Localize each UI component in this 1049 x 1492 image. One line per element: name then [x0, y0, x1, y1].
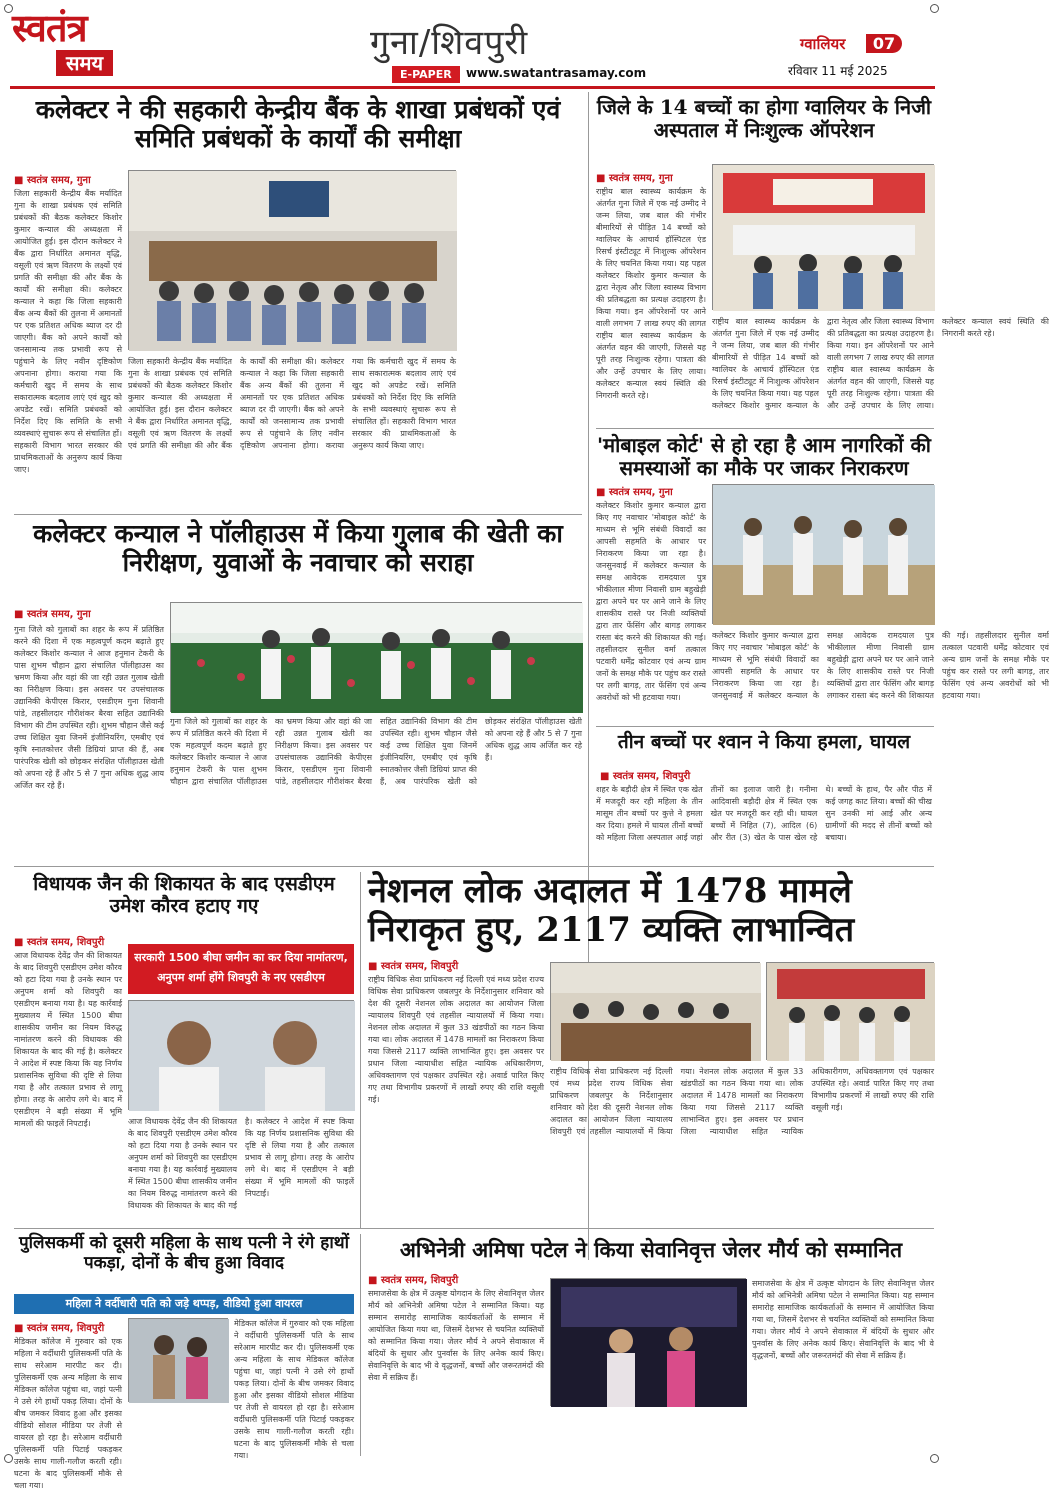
story-divider: [14, 1228, 934, 1229]
lok-adalat-photo-art: [767, 963, 935, 1061]
issue-date: रविवार 11 मई 2025: [788, 64, 888, 78]
story-body: कलेक्टर किशोर कुमार कन्याल द्वारा किए गए नवाचार 'मोबाइल कोर्ट' के माध्यम से भूमि संबंधी विवादों का आपसी सहमति के आधार पर निराकरण किया जा रहा है। जनसुनवाई में कलेक्टर कन्याल के समक्ष आवेदक रामदयाल पुत्र भीकीलाल मीणा निवासी ग्राम बहुखेड़ी द्वारा अपने घर पर आने जाने के लिए शासकीय रास्ते पर निजी व्यक्तियों द्वारा तार फेंसिंग और बागड़ लगाकर रास्ता बंद करने की शिकायत की गई। तहसीलदार सुनील वर्मा तत्काल पटवारी धर्मेंद्र कोटवार एवं अन्य ग्राम जनों के समक्ष मौके पर पहुंच कर रास्ते पर लगी बागड़, तार फेंसिंग एवं अन्य अवरोधों को भी हटवाया गया।: [596, 501, 706, 702]
registration-mark: [930, 4, 939, 13]
edition-title: गुना/शिवपुरी: [370, 23, 529, 63]
story-body: गुना जिले को गुलाबों का शहर के रूप में प्रतिष्ठित करने की दिशा में एक महत्वपूर्ण कदम बढ़ाते हुए कलेक्टर किशोर कन्याल ने आज हनुमान टेकरी के पास शुभम चौहान द्वारा संचालित पॉलीहाउस का भ्रमण किया और वहां की जा रही उन्नत गुलाब खेती का निरीक्षण किया। इस अवसर पर उपसंचालक उद्यानिकी केपीएस किरार, एसडीएम गुना शिवानी पांडे, तहसीलदार गौरीशंकर बैरवा सहित उद्यानिकी विभाग की टीम उपस्थित रही। शुभम चौहान जैसे कई उच्च शिक्षित युवा जिनमें इंजीनियरिंग, एमबीए एवं कृषि स्नातकोत्तर जैसी डिग्रियां प्राप्त की हैं, अब पारंपरिक खेती को छोड़कर संरक्षित पॉलीहाउस खेती को अपना रहे हैं और 5 से 7 गुना अधिक शुद्ध आय अर्जित कर रहे हैं।: [14, 625, 164, 790]
story-byline: ■ स्वतंत्र समय, गुना: [596, 484, 673, 498]
story-body: मेडिकल कॉलेज में गुरुवार को एक महिला ने वर्दीधारी पुलिसकर्मी पति के साथ सरेआम मारपीट कर दी। पुलिसकर्मी एक अन्य महिला के साथ मेडिकल कॉलेज पहुंचा था, जहां पत्नी ने उसे रंगे हाथों पकड़ लिया। दोनों के बीच जमकर विवाद हुआ और इसका वीडियो सोशल मीडिया पर तेजी से वायरल हो रहा है। सरेआम वर्दीधारी पुलिसकर्मी पति पिटाई पकड़कर उसके साथ गाली-गलौज करती रही। घटना के बाद पुलिसकर्मी मौके से चला गया।: [14, 1337, 122, 1490]
newspaper-logo: [12, 6, 162, 82]
page-number: 07: [866, 34, 902, 53]
story-headline[interactable]: अभिनेत्री अमिषा पटेल ने किया सेवानिवृत्त जेलर मौर्य को सम्मानित: [399, 1237, 903, 1262]
story-headline[interactable]: नेशनल लोक अदालत में 1478 मामले निराकृत हुए, 2117 व्यक्ति लाभान्वित: [368, 871, 855, 951]
story-byline: ■ स्वतंत्र समय, गुना: [596, 170, 673, 184]
story-divider: [596, 726, 934, 727]
polyhouse-photo-art: [171, 603, 583, 713]
story-body-continued: [128, 1408, 228, 1454]
award-photo-art: [551, 1279, 747, 1407]
meeting-photo-art: [129, 171, 457, 351]
story-body: राष्ट्रीय विधिक सेवा प्राधिकरण नई दिल्ली एवं मध्य प्रदेश राज्य विधिक सेवा प्राधिकरण जबलपुर के निर्देशानुसार शनिवार को देश की दूसरी नेशनल लोक अदालत का आयोजन जिला न्यायालय शिवपुरी एवं तहसील न्यायालयों में किया गया। नेशनल लोक अदालत में कुल 33 खंडपीठों का गठन किया गया था। लोक अदालत में 1478 मामलों का निराकरण किया गया जिससे 2117 व्यक्ति लाभान्वित हुए। इस अवसर पर प्रधान जिला न्यायाधीश सहित न्यायिक अधिकारीगण, अधिवक्तागण एवं पक्षकार उपस्थित रहे। अवार्ड पारित किए गए तथा विभागीय प्रकरणों में लाखों रुपए की राशि वसूली गई।: [368, 975, 544, 1104]
registration-mark: [930, 1454, 939, 1463]
city-label: ग्वालियर: [800, 35, 846, 53]
story-banner: सरकारी 1500 बीघा जमीन का कर दिया नामांतरण, अनुपम शर्मा होंगे शिवपुरी के नए एसडीएम: [128, 944, 354, 994]
column-divider: [360, 872, 361, 1228]
officials-photo-art: [129, 1001, 355, 1111]
story-byline: ■ स्वतंत्र समय, शिवपुरी: [600, 768, 690, 782]
award-photo: [550, 1278, 746, 1406]
polyhouse-photo: [170, 602, 582, 712]
story-headline[interactable]: पुलिसकर्मी को दूसरी महिला के साथ पत्नी ने रंगे हाथों पकड़ा, दोनों के बीच हुआ विवाद: [18, 1233, 349, 1273]
story-body-columns: गुना जिले को गुलाबों का शहर के रूप में प्रतिष्ठित करने की दिशा में एक महत्वपूर्ण कदम बढ़ाते हुए कलेक्टर किशोर कन्याल ने आज हनुमान टेकरी के पास शुभम चौहान द्वारा संचालित पॉलीहाउस का भ्रमण किया और वहां की जा रही उन्नत गुलाब खेती का निरीक्षण किया। इस अवसर पर उपसंचालक उद्यानिकी केपीएस किरार, एसडीएम गुना शिवानी पांडे, तहसीलदार गौरीशंकर बैरवा सहित उद्यानिकी विभाग की टीम उपस्थित रही। शुभम चौहान जैसे कई उच्च शिक्षित युवा जिनमें इंजीनियरिंग, एमबीए एवं कृषि स्नातकोत्तर जैसी डिग्रियां प्राप्त की हैं, अब पारंपरिक खेती को छोड़कर संरक्षित पॉलीहाउस खेती को अपना रहे हैं और 5 से 7 गुना अधिक शुद्ध आय अर्जित कर रहे हैं।: [170, 717, 582, 786]
lok-adalat-photo-1: [550, 962, 760, 1060]
story-body: जिला सहकारी केन्द्रीय बैंक मर्यादित गुना के शाखा प्रबंधक एवं समिति प्रबंधकों की बैठक कलेक्टर किशोर कुमार कन्याल की अध्यक्षता में आयोजित हुई। इस दौरान कलेक्टर ने बैंक द्वारा निर्धारित अमानत वृद्धि, वसूली एवं ऋण वितरण के लक्ष्यों एवं प्रगति की समीक्षा की और बैंक के कार्यों की समीक्षा की। कलेक्टर कन्याल ने कहा कि जिला सहकारी बैंक अन्य बैंकों की तुलना में अमानतों पर एक प्रतिशत अधिक ब्याज दर दी जाएगी। बैंक को अपने कार्यों को जनसामान्य तक प्रभावी रूप से पहुंचाने के लिए नवीन दृष्टिकोण अपनाना होगा। कराया गया कि कर्मचारी खुद में समय के साथ सकारात्मक बदलाव लाएं एवं खुद को अपडेट रखें। समिति प्रबंधकों को निर्देश दिए कि समिति के सभी व्यवस्थाएं सुचारू रूप से संचालित हों। सहकारी विभाग भारत सरकार की प्राथमिकताओं के अनुरूप कार्य किया जाए।: [14, 189, 123, 474]
hospital-photo-art: [713, 165, 935, 311]
story-banner: महिला ने वर्दीधारी पति को जड़े थप्पड़, वीडियो हुआ वायरल: [14, 1294, 354, 1314]
story-body: राष्ट्रीय बाल स्वास्थ्य कार्यक्रम के अंतर्गत गुना जिले में एक नई उम्मीद ने जन्म लिया, जब बाल की गंभीर बीमारियों से पीड़ित 14 बच्चों को ग्वालियर के आचार्य हॉस्पिटल एंड रिसर्च इंस्टीट्यूट में निःशुल्क ऑपरेशन के लिए चयनित किया गया। यह पहल कलेक्टर किशोर कुमार कन्याल के द्वारा नेतृत्व और जिला स्वास्थ्य विभाग की प्रतिबद्धता का प्रत्यक्ष उदाहरण है। किया गया। इन ऑपरेशनों पर आने वाली लगभग 7 लाख रुपए की लागत राष्ट्रीय बाल स्वास्थ्य कार्यक्रम के अंतर्गत वहन की जाएगी, जिससे यह पूरी तरह निःशुल्क रहेगा। पात्रता की और उन्हें उपचार के लिए लाया। कलेक्टर कन्याल स्वयं स्थिति की निगरानी करते रहे।: [596, 187, 706, 400]
story-byline: ■ स्वतंत्र समय, शिवपुरी: [14, 1320, 104, 1334]
story-headline[interactable]: विधायक जैन की शिकायत के बाद एसडीएम उमेश कौरव हटाए गए: [33, 873, 335, 917]
story-body-columns: राष्ट्रीय बाल स्वास्थ्य कार्यक्रम के अंतर्गत गुना जिले में एक नई उम्मीद ने जन्म लिया, जब बाल की गंभीर बीमारियों से पीड़ित 14 बच्चों को ग्वालियर के आचार्य हॉस्पिटल एंड रिसर्च इंस्टीट्यूट में निःशुल्क ऑपरेशन के लिए चयनित किया गया। यह पहल कलेक्टर किशोर कुमार कन्याल के द्वारा नेतृत्व और जिला स्वास्थ्य विभाग की प्रतिबद्धता का प्रत्यक्ष उदाहरण है। किया गया। इन ऑपरेशनों पर आने वाली लगभग 7 लाख रुपए की लागत राष्ट्रीय बाल स्वास्थ्य कार्यक्रम के अंतर्गत वहन की जाएगी, जिससे यह पूरी तरह निःशुल्क रहेगा। पात्रता की और उन्हें उपचार के लिए लाया। कलेक्टर कन्याल स्वयं स्थिति की निगरानी करते रहे।: [712, 317, 1049, 410]
masthead-rule: [10, 86, 935, 89]
logo-bottom-text: समय: [56, 50, 113, 76]
story-body-continued: [462, 170, 578, 506]
story-headline[interactable]: तीन बच्चों पर श्वान ने किया हमला, घायल: [617, 731, 911, 753]
police-photo-art: [129, 1319, 229, 1403]
story-body-columns: मेडिकल कॉलेज में गुरुवार को एक महिला ने वर्दीधारी पुलिसकर्मी पति के साथ सरेआम मारपीट कर दी। पुलिसकर्मी एक अन्य महिला के साथ मेडिकल कॉलेज पहुंचा था, जहां पत्नी ने उसे रंगे हाथों पकड़ लिया। दोनों के बीच जमकर विवाद हुआ और इसका वीडियो सोशल मीडिया पर तेजी से वायरल हो रहा है। सरेआम वर्दीधारी पुलिसकर्मी पति पिटाई पकड़कर उसके साथ गाली-गलौज करती रही। घटना के बाद पुलिसकर्मी मौके से चला गया।: [234, 1319, 354, 1460]
story-body-columns: राष्ट्रीय विधिक सेवा प्राधिकरण नई दिल्ली एवं मध्य प्रदेश राज्य विधिक सेवा प्राधिकरण जबलपुर के निर्देशानुसार शनिवार को देश की दूसरी नेशनल लोक अदालत का आयोजन जिला न्यायालय शिवपुरी एवं तहसील न्यायालयों में किया गया। नेशनल लोक अदालत में कुल 33 खंडपीठों का गठन किया गया था। लोक अदालत में 1478 मामलों का निराकरण किया गया जिससे 2117 व्यक्ति लाभान्वित हुए। इस अवसर पर प्रधान जिला न्यायाधीश सहित न्यायिक अधिकारीगण, अधिवक्तागण एवं पक्षकार उपस्थित रहे। अवार्ड पारित किए गए तथा विभागीय प्रकरणों में लाखों रुपए की राशि वसूली गई।: [550, 1067, 934, 1136]
meeting-photo: [128, 170, 456, 350]
story-body: शहर के बड़ौदी क्षेत्र में स्थित एक खेत में मजदूरी कर रही महिला के तीन मासूम तीन बच्चों पर कुत्ते ने हमला कर दिया। हमले में घायल तीनों बच्चों को महिला जिला अस्पताल आई जहां तीनों का इलाज जारी है। गनीमा आदिवासी बड़ौदी क्षेत्र में स्थित एक खेत पर मजदूरी कर रही थी। घायल बच्चों में निहित (7), आदिल (6) और रीत (3) खेत के पास खेल रहे थे। बच्चों के हाथ, पैर और पीठ में कई जगह काट लिया। बच्चों की चीख सुन उनकी मां आई और अन्य ग्रामीणों की मदद से तीनों बच्चों को बचाया।: [596, 785, 932, 842]
story-divider: [14, 866, 934, 867]
mobile-court-photo: [712, 484, 934, 624]
epaper-label: E-PAPER: [392, 66, 460, 83]
story-headline[interactable]: जिले के 14 बच्चों का होगा ग्वालियर के निजी अस्पताल में निःशुल्क ऑपरेशन: [596, 95, 932, 142]
story-headline[interactable]: कलेक्टर ने की सहकारी केन्द्रीय बैंक के शाखा प्रबंधकों एवं समिति प्रबंधकों के कार्यों की समीक्षा: [35, 95, 561, 153]
story-body: समाजसेवा के क्षेत्र में उत्कृष्ट योगदान के लिए सेवानिवृत्त जेलर मौर्य को अभिनेत्री अमिषा पटेल ने सम्मानित किया। यह सम्मान समारोह सामाजिक कार्यकर्ताओं के सम्मान में आयोजित किया गया था, जिसमें देशभर से चयनित व्यक्तियों को सम्मानित किया गया। जेलर मौर्य ने अपने सेवाकाल में बंदियों के सुधार और पुनर्वास के लिए अनेक कार्य किए। सेवानिवृत्ति के बाद भी वे वृद्धजनों, बच्चों और जरूरतमंदों की सेवा में सक्रिय हैं।: [368, 1289, 544, 1382]
website-link[interactable]: www.swatantrasamay.com: [466, 66, 647, 80]
story-byline: ■ स्वतंत्र समय, शिवपुरी: [14, 934, 104, 948]
story-body-columns: आज विधायक देवेंद्र जैन की शिकायत के बाद शिवपुरी एसडीएम उमेश कौरव को हटा दिया गया है उनके स्थान पर अनुपम शर्मा को शिवपुरी का एसडीएम बनाया गया है। यह कार्रवाई मुख्यालय में स्थित 1500 बीघा शासकीय जमीन का नियम विरुद्ध नामांतरण करने की विधायक की शिकायत के बाद की गई है। कलेक्टर ने आदेश में स्पष्ट किया कि यह निर्णय प्रशासनिक सुविधा की दृष्टि से लिया गया है और तत्काल प्रभाव से लागू होगा। तरह के आरोप लगे थे। बाद में एसडीएम ने बड़ी संख्या में भूमि मामलों की फाइलें निपटाईं।: [128, 1117, 354, 1210]
officials-photo: [128, 1000, 354, 1110]
story-byline: ■ स्वतंत्र समय, गुना: [14, 606, 91, 620]
hospital-photo: [712, 164, 934, 310]
story-divider: [14, 514, 582, 515]
story-byline: ■ स्वतंत्र समय, गुना: [14, 172, 91, 186]
logo-top-text: स्वतंत्र: [12, 5, 87, 50]
story-body: आज विधायक देवेंद्र जैन की शिकायत के बाद शिवपुरी एसडीएम उमेश कौरव को हटा दिया गया है उनके स्थान पर अनुपम शर्मा को शिवपुरी का एसडीएम बनाया गया है। यह कार्रवाई मुख्यालय में स्थित 1500 बीघा शासकीय जमीन का नियम विरुद्ध नामांतरण करने की विधायक की शिकायत के बाद की गई है। कलेक्टर ने आदेश में स्पष्ट किया कि यह निर्णय प्रशासनिक सुविधा की दृष्टि से लिया गया है और तत्काल प्रभाव से लागू होगा। तरह के आरोप लगे थे। बाद में एसडीएम ने बड़ी संख्या में भूमि मामलों की फाइलें निपटाईं।: [14, 951, 122, 1128]
lok-adalat-photo-2: [766, 962, 934, 1060]
mobile-court-photo-art: [713, 485, 935, 625]
story-byline: ■ स्वतंत्र समय, शिवपुरी: [368, 1272, 458, 1286]
story-body-continued: [550, 1412, 746, 1454]
column-divider: [360, 1234, 361, 1456]
story-byline: ■ स्वतंत्र समय, शिवपुरी: [368, 958, 458, 972]
story-headline[interactable]: कलेक्टर कन्याल ने पॉलीहाउस में किया गुलाब की खेती का निरीक्षण, युवाओं के नवाचार को सराहा: [33, 519, 563, 577]
lok-adalat-photo-art: [551, 963, 761, 1061]
story-divider: [596, 428, 934, 429]
registration-mark: [4, 1454, 13, 1463]
story-body-columns: कलेक्टर किशोर कुमार कन्याल द्वारा किए गए नवाचार 'मोबाइल कोर्ट' के माध्यम से भूमि संबंधी विवादों का आपसी सहमति के आधार पर निराकरण किया जा रहा है। जनसुनवाई में कलेक्टर कन्याल के समक्ष आवेदक रामदयाल पुत्र भीकीलाल मीणा निवासी ग्राम बहुखेड़ी द्वारा अपने घर पर आने जाने के लिए शासकीय रास्ते पर निजी व्यक्तियों द्वारा तार फेंसिंग और बागड़ लगाकर रास्ता बंद करने की शिकायत की गई। तहसीलदार सुनील वर्मा तत्काल पटवारी धर्मेंद्र कोटवार एवं अन्य ग्राम जनों के समक्ष मौके पर पहुंच कर रास्ते पर लगी बागड़, तार फेंसिंग एवं अन्य अवरोधों को भी हटवाया गया।: [712, 631, 1049, 700]
story-body-columns: जिला सहकारी केन्द्रीय बैंक मर्यादित गुना के शाखा प्रबंधक एवं समिति प्रबंधकों की बैठक कलेक्टर किशोर कुमार कन्याल की अध्यक्षता में आयोजित हुई। इस दौरान कलेक्टर ने बैंक द्वारा निर्धारित अमानत वृद्धि, वसूली एवं ऋण वितरण के लक्ष्यों एवं प्रगति की समीक्षा की और बैंक के कार्यों की समीक्षा की। कलेक्टर कन्याल ने कहा कि जिला सहकारी बैंक अन्य बैंकों की तुलना में अमानतों पर एक प्रतिशत अधिक ब्याज दर दी जाएगी। बैंक को अपने कार्यों को जनसामान्य तक प्रभावी रूप से पहुंचाने के लिए नवीन दृष्टिकोण अपनाना होगा। कराया गया कि कर्मचारी खुद में समय के साथ सकारात्मक बदलाव लाएं एवं खुद को अपडेट रखें। समिति प्रबंधकों को निर्देश दिए कि समिति के सभी व्यवस्थाएं सुचारू रूप से संचालित हों। सहकारी विभाग भारत सरकार की प्राथमिकताओं के अनुरूप कार्य किया जाए।: [128, 357, 456, 450]
story-headline[interactable]: 'मोबाइल कोर्ट' से हो रहा है आम नागरिकों की समस्याओं का मौके पर जाकर निराकरण: [597, 433, 931, 480]
police-photo: [128, 1318, 228, 1402]
story-body-columns: समाजसेवा के क्षेत्र में उत्कृष्ट योगदान के लिए सेवानिवृत्त जेलर मौर्य को अभिनेत्री अमिषा पटेल ने सम्मानित किया। यह सम्मान समारोह सामाजिक कार्यकर्ताओं के सम्मान में आयोजित किया गया था, जिसमें देशभर से चयनित व्यक्तियों को सम्मानित किया गया। जेलर मौर्य ने अपने सेवाकाल में बंदियों के सुधार और पुनर्वास के लिए अनेक कार्य किए। सेवानिवृत्ति के बाद भी वे वृद्धजनों, बच्चों और जरूरतमंदों की सेवा में सक्रिय हैं।: [752, 1279, 934, 1360]
